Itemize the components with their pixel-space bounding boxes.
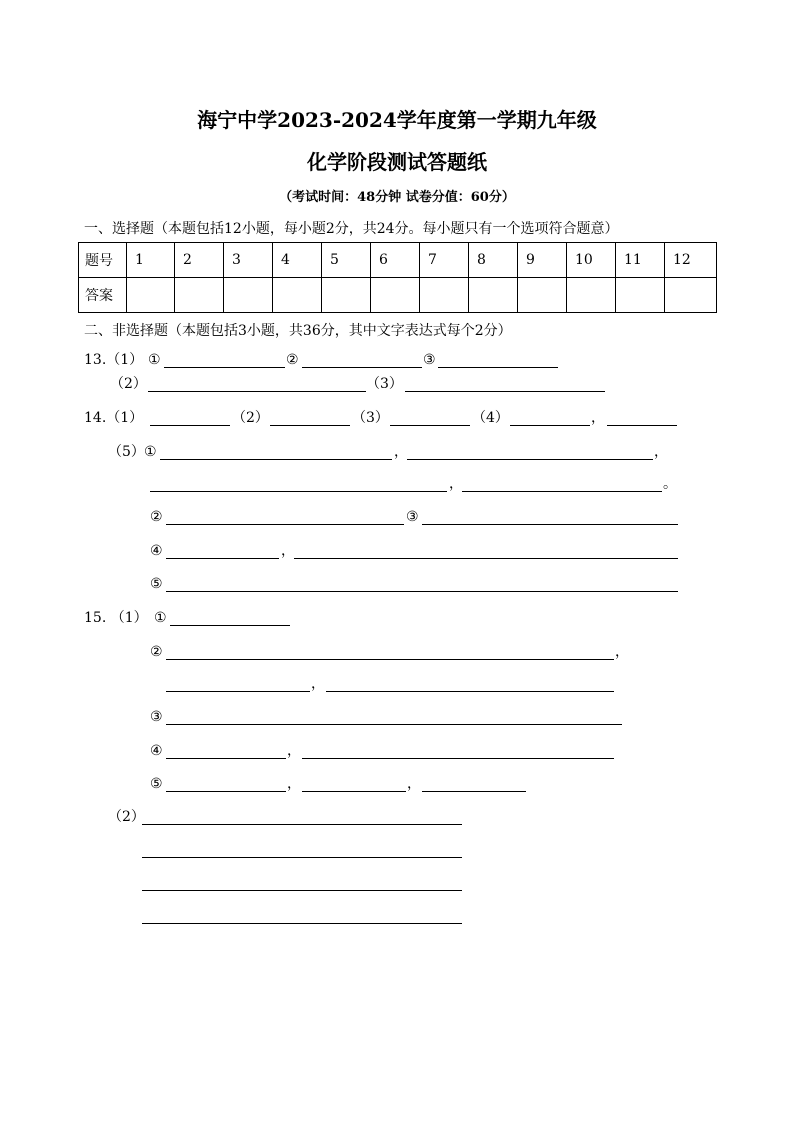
comma: ，	[394, 444, 408, 460]
q14-part5-label: （5）	[108, 444, 145, 460]
answer-cell[interactable]	[518, 278, 567, 313]
answer-cell[interactable]	[273, 278, 322, 313]
comma: ，	[287, 776, 301, 792]
q15-answer-line[interactable]	[302, 758, 614, 759]
circled-marker: ⑤	[150, 576, 163, 592]
question-number-cell: 8	[469, 243, 518, 278]
page-subtitle: 化学阶段测试答题纸	[307, 150, 487, 174]
answer-cell[interactable]	[322, 278, 371, 313]
question-number-cell: 10	[567, 243, 616, 278]
comma: ，	[311, 676, 325, 692]
q15-answer-line[interactable]	[166, 758, 286, 759]
q13-part2-label: （2）	[110, 376, 147, 392]
q14-answer-line[interactable]	[607, 425, 677, 426]
comma: ，	[591, 410, 605, 426]
answer-cell[interactable]	[371, 278, 420, 313]
comma: ，	[281, 543, 295, 559]
page-title: 海宁中学2023-2024学年度第一学期九年级	[197, 108, 597, 132]
q13-answer-line[interactable]	[405, 391, 605, 392]
q14-answer-line[interactable]	[270, 425, 350, 426]
comma: ，	[654, 444, 668, 460]
q14-answer-line[interactable]	[150, 425, 230, 426]
comma: ，	[407, 776, 421, 792]
q14-answer-line[interactable]	[166, 558, 279, 559]
q15-answer-line[interactable]	[166, 659, 614, 660]
q15-answer-line[interactable]	[166, 791, 286, 792]
q14-answer-line[interactable]	[510, 425, 590, 426]
q14-answer-line[interactable]	[407, 459, 653, 460]
q14-part4-label: （4）	[472, 410, 509, 426]
answer-cell[interactable]	[469, 278, 518, 313]
circled-marker: ①	[148, 352, 161, 368]
circled-marker: ④	[150, 543, 163, 559]
q14-answer-line[interactable]	[294, 558, 678, 559]
q13-answer-line[interactable]	[438, 367, 558, 368]
q14-part3-label: （3）	[352, 410, 389, 426]
question-number-cell: 11	[616, 243, 665, 278]
answer-row	[79, 278, 717, 313]
q13-part3-label: （3）	[366, 376, 403, 392]
comma: ，	[615, 644, 629, 660]
comma: ，	[449, 476, 463, 492]
comma: ，	[287, 743, 301, 759]
period: 。	[663, 476, 677, 492]
answer-cell[interactable]	[567, 278, 616, 313]
circled-marker: ③	[150, 709, 163, 725]
circled-marker: ②	[150, 644, 163, 660]
circled-marker: ③	[406, 509, 419, 525]
q15-answer-line[interactable]	[170, 625, 290, 626]
circled-marker: ⑤	[150, 776, 163, 792]
q14-answer-line[interactable]	[166, 591, 678, 592]
question-number-cell: 6	[371, 243, 420, 278]
q14-answer-line[interactable]	[150, 491, 447, 492]
q14-answer-line[interactable]	[166, 524, 404, 525]
q14-answer-line[interactable]	[422, 524, 678, 525]
q14-label: 14.（1）	[84, 410, 144, 426]
q15-part2-label: （2）	[108, 809, 145, 825]
q14-answer-line[interactable]	[462, 491, 662, 492]
exam-info: （考试时间：48分钟 试卷分值：60分）	[279, 190, 515, 205]
answer-cell[interactable]	[175, 278, 224, 313]
q14-answer-line[interactable]	[160, 459, 392, 460]
q13-label: 13.（1）	[84, 352, 144, 368]
circled-marker: ③	[423, 352, 436, 368]
q13-answer-line[interactable]	[164, 367, 285, 368]
question-number-cell: 4	[273, 243, 322, 278]
q15-answer-line[interactable]	[142, 923, 462, 924]
circled-marker: ②	[286, 352, 299, 368]
question-number-cell: 5	[322, 243, 371, 278]
circled-marker: ④	[150, 743, 163, 759]
q15-answer-line[interactable]	[142, 890, 462, 891]
circled-marker: ①	[144, 444, 157, 460]
circled-marker: ②	[150, 509, 163, 525]
q15-answer-line[interactable]	[166, 724, 622, 725]
answer-grid	[78, 242, 717, 313]
q13-answer-line[interactable]	[148, 391, 366, 392]
question-number-cell: 3	[224, 243, 273, 278]
question-number-cell: 7	[420, 243, 469, 278]
answer-cell[interactable]	[420, 278, 469, 313]
q15-answer-line[interactable]	[142, 857, 462, 858]
q15-answer-line[interactable]	[142, 824, 462, 825]
row-label-number: 题号	[79, 243, 127, 278]
question-number-cell: 9	[518, 243, 567, 278]
section1-heading: 一、选择题（本题包括12小题，每小题2分，共24分。每小题只有一个选项符合题意）	[84, 221, 619, 237]
circled-marker: ①	[154, 610, 167, 626]
q15-answer-line[interactable]	[326, 691, 614, 692]
answer-cell[interactable]	[616, 278, 665, 313]
q14-part2-label: （2）	[232, 410, 269, 426]
answer-cell[interactable]	[224, 278, 273, 313]
q14-answer-line[interactable]	[390, 425, 470, 426]
q15-answer-line[interactable]	[422, 791, 526, 792]
q15-label: 15. （1）	[84, 610, 148, 626]
answer-cell[interactable]	[665, 278, 717, 313]
question-number-cell: 1	[127, 243, 175, 278]
q13-answer-line[interactable]	[302, 367, 422, 368]
row-label-answer: 答案	[79, 278, 127, 313]
question-number-cell: 2	[175, 243, 224, 278]
q15-answer-line[interactable]	[166, 691, 310, 692]
question-number-row	[79, 243, 717, 278]
question-number-cell: 12	[665, 243, 717, 278]
q15-answer-line[interactable]	[302, 791, 406, 792]
answer-cell[interactable]	[127, 278, 175, 313]
section2-heading: 二、非选择题（本题包括3小题，共36分，其中文字表达式每个2分）	[84, 323, 512, 339]
